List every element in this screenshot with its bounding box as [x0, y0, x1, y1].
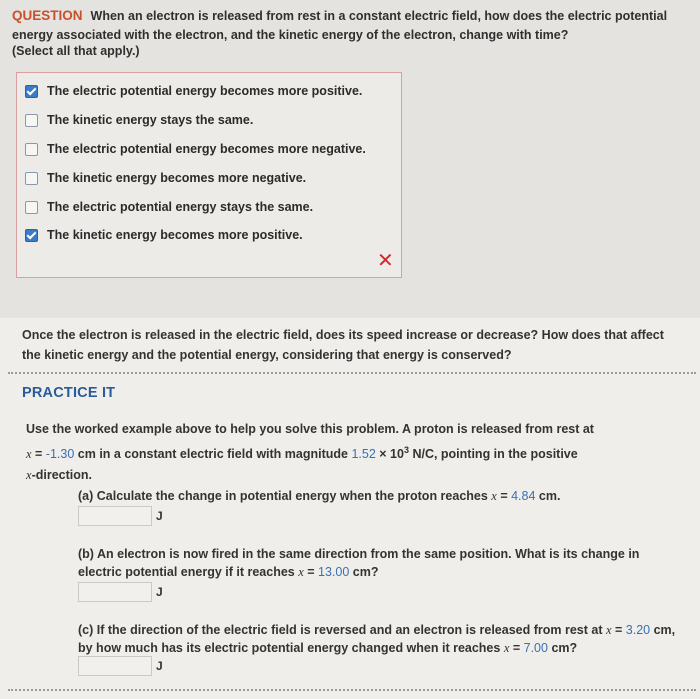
part-tag: (a) — [78, 489, 94, 503]
feedback-text: Once the electron is released in the electric field, does its speed increase or decrease? How does that affect the kinetic energy and the potential energy, considering that energy is conserved? — [22, 328, 664, 362]
select-hint: (Select all that apply.) — [12, 44, 140, 58]
divider — [8, 372, 696, 374]
option-label: The kinetic energy becomes more negative. — [47, 171, 307, 185]
exponent: 3 — [403, 445, 409, 455]
question-block — [0, 0, 700, 318]
practice-title: PRACTICE IT — [22, 385, 116, 401]
x-variable: x — [491, 489, 497, 503]
unit-text: cm? — [349, 565, 379, 579]
equals: = — [31, 447, 46, 462]
x-end-value: 7.00 — [523, 641, 548, 655]
option-label: The kinetic energy stays the same. — [47, 113, 254, 127]
option-label: The electric potential energy stays the same. — [47, 200, 314, 214]
checkbox-6[interactable] — [25, 229, 38, 242]
equals: = — [303, 565, 319, 579]
part-text: An electron is now fired in the same direction from the same position. What is its change in electric potential energy if it reaches — [78, 547, 640, 579]
options-box — [16, 72, 402, 278]
question-label: QUESTION — [12, 8, 83, 23]
answer-input-b[interactable] — [78, 582, 152, 602]
option-5[interactable] — [25, 197, 313, 217]
unit-label-c: J — [156, 659, 163, 673]
direction-text: -direction. — [31, 468, 92, 483]
x-value: 13.00 — [318, 565, 350, 579]
checkbox-3[interactable] — [25, 143, 38, 156]
x-variable: x — [298, 565, 304, 579]
option-label: The electric potential energy becomes more negative. — [47, 142, 366, 156]
x-variable: x — [503, 641, 510, 655]
answer-input-a[interactable] — [78, 506, 152, 526]
x-value: 4.84 — [511, 489, 536, 503]
divider-bottom — [8, 689, 696, 691]
unit-text: cm? — [547, 641, 578, 655]
checkbox-1[interactable] — [25, 85, 38, 98]
checkbox-2[interactable] — [25, 114, 38, 127]
checkbox-4[interactable] — [25, 172, 38, 185]
part-tag: (c) — [78, 623, 94, 637]
equals: = — [611, 623, 626, 637]
answer-input-c[interactable] — [78, 656, 152, 676]
unit-label-a: J — [156, 509, 163, 523]
option-6[interactable] — [25, 225, 303, 245]
part-tag: (b) — [78, 547, 94, 561]
option-4[interactable] — [25, 168, 306, 188]
part-b-prompt — [78, 545, 678, 581]
option-2[interactable] — [25, 110, 253, 130]
equals: = — [496, 489, 512, 503]
field-unit-text: N/C, pointing in the positive — [408, 447, 578, 462]
unit-text: cm. — [535, 489, 561, 503]
x-start-value: 3.20 — [625, 623, 651, 637]
equals: = — [509, 641, 524, 655]
part-a-prompt — [78, 487, 678, 505]
problem-statement — [26, 419, 666, 486]
x-variable: x — [605, 623, 612, 637]
option-label: The electric potential energy becomes more positive. — [47, 84, 363, 98]
intro-text-2: cm in a constant electric field with magnitude — [74, 447, 352, 462]
part-c-prompt — [78, 621, 678, 657]
field-value: 1.52 — [351, 447, 376, 462]
question-header — [12, 6, 696, 45]
option-1[interactable] — [25, 81, 362, 101]
checkbox-5[interactable] — [25, 201, 38, 214]
intro-text: Use the worked example above to help you solve this problem. A proton is released from rest at — [26, 422, 594, 436]
incorrect-icon: ✕ — [377, 250, 394, 272]
option-label: The kinetic energy becomes more positive. — [47, 228, 303, 242]
question-text: When an electron is released from rest in a constant electric field, how does the electric potential energy associated with the electron, and the kinetic energy of the electron, change with time? — [12, 9, 668, 42]
x-start-value: -1.30 — [45, 447, 75, 462]
x-variable: x — [26, 447, 32, 462]
option-3[interactable] — [25, 139, 366, 159]
part-text: If the direction of the electric field is reversed and an electron is released from rest at — [93, 623, 606, 637]
x-variable: x — [26, 468, 32, 483]
unit-label-b: J — [156, 585, 163, 599]
part-text-2: cm, by how much has its electric potential energy changed when it reaches — [78, 623, 676, 655]
times-ten: × 10 — [375, 447, 404, 462]
part-text: Calculate the change in potential energy when the proton reaches — [93, 489, 492, 503]
